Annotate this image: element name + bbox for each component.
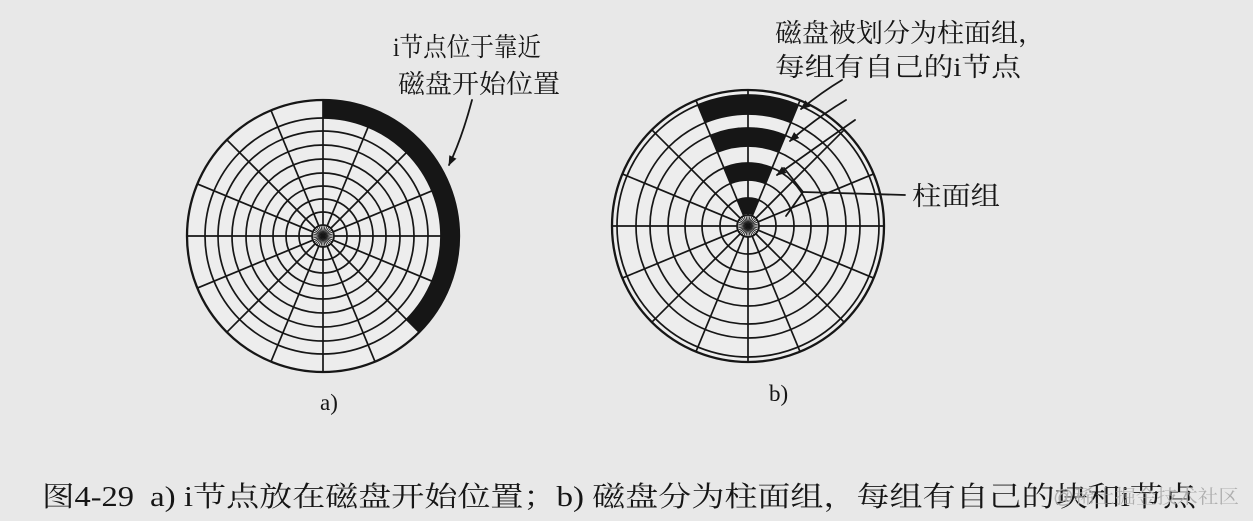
subfigure-label-a: a) bbox=[320, 390, 338, 415]
figure-caption-number: 图4-29 bbox=[42, 482, 134, 513]
figure-caption-text: a) i节点放在磁盘开始位置；b) 磁盘分为柱面组，每组有自己的块和i节点 bbox=[150, 482, 1037, 513]
watermark: @稀土掘金技术社区 bbox=[1053, 487, 1225, 508]
disk-b-cylinder-groups bbox=[612, 90, 884, 362]
disk-a-inodes-at-start bbox=[187, 100, 459, 372]
annotation-a-line-2: 磁盘开始位置 bbox=[398, 70, 560, 99]
annotation-b-line-1: 磁盘被划分为柱面组， bbox=[775, 19, 1045, 48]
cylinder-group-label: 柱面组 bbox=[912, 182, 1000, 211]
subfigure-label-b: b) bbox=[769, 381, 789, 406]
annotation-b-line-2: 每组有自己的i节点 bbox=[775, 53, 1023, 82]
annotation-a-line-1: i节点位于靠近 bbox=[393, 33, 541, 62]
